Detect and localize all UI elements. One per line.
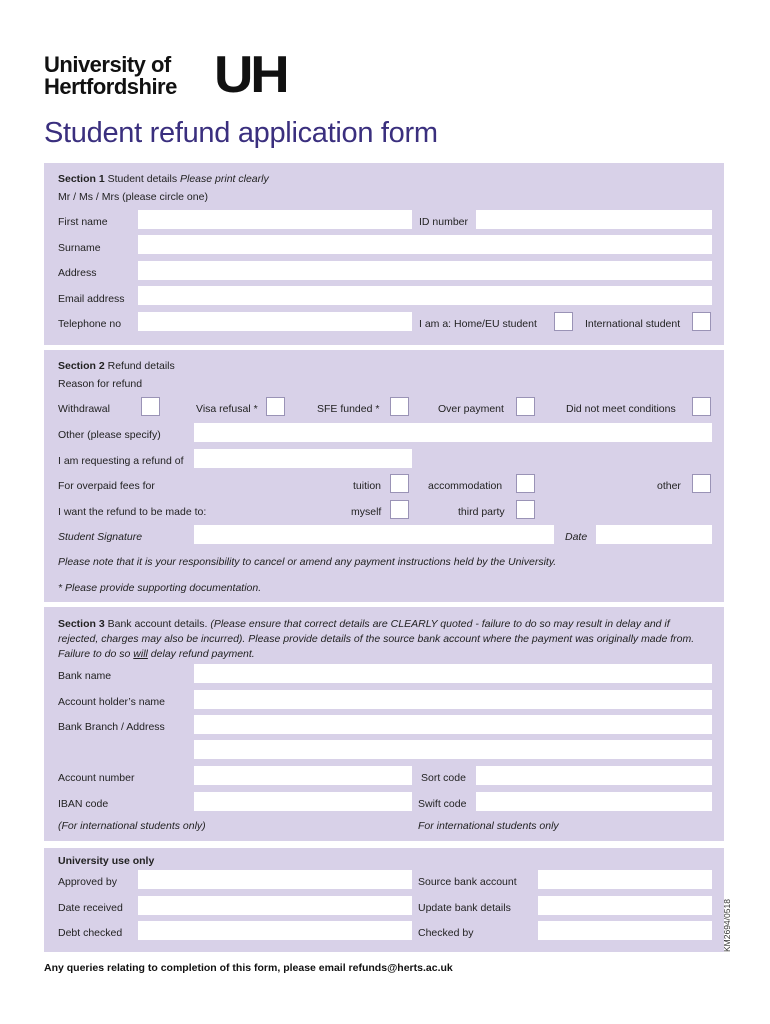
sort-code-field[interactable] — [476, 766, 712, 785]
page-title: Student refund application form — [44, 117, 438, 149]
bank-branch-label: Bank Branch / Address — [58, 721, 165, 733]
over-payment-label: Over payment — [438, 403, 504, 415]
debt-checked-label: Debt checked — [58, 927, 123, 939]
approved-by-label: Approved by — [58, 876, 117, 888]
university-use-heading: University use only — [58, 855, 155, 867]
date-received-label: Date received — [58, 902, 123, 914]
address-label: Address — [58, 267, 97, 279]
bank-name-label: Bank name — [58, 670, 112, 682]
source-bank-label: Source bank account — [418, 876, 517, 888]
myself-checkbox[interactable] — [390, 500, 409, 519]
student-type-label: I am a: Home/EU student — [419, 318, 537, 330]
home-eu-checkbox[interactable] — [554, 312, 573, 331]
date-received-field[interactable] — [138, 896, 412, 915]
email-field[interactable] — [138, 286, 712, 305]
accommodation-label: accommodation — [428, 480, 503, 492]
other-fees-label: other — [657, 480, 681, 492]
university-logo-text — [44, 54, 177, 98]
logo-line-2: Hertfordshire — [44, 74, 177, 99]
section-1-heading: Section 1 Student details Please print clearly — [58, 173, 269, 185]
telephone-label: Telephone no — [58, 318, 122, 330]
supporting-docs-note: * Please provide supporting documentation. — [58, 582, 262, 594]
form-code: KM2694/0518 — [722, 899, 732, 952]
signature-field[interactable] — [194, 525, 554, 544]
bank-name-field[interactable] — [194, 664, 712, 683]
account-holder-field[interactable] — [194, 690, 712, 709]
account-holder-label: Account holder’s name — [58, 696, 166, 708]
third-party-checkbox[interactable] — [516, 500, 535, 519]
checked-by-label: Checked by — [418, 927, 474, 939]
date-label: Date — [565, 531, 588, 543]
other-specify-label: Other (please specify) — [58, 429, 161, 441]
withdrawal-checkbox[interactable] — [141, 397, 160, 416]
update-bank-label: Update bank details — [418, 902, 511, 914]
refund-amount-label: I am requesting a refund of — [58, 455, 184, 467]
did-not-meet-checkbox[interactable] — [692, 397, 711, 416]
account-number-field[interactable] — [194, 766, 412, 785]
responsibility-note: Please note that it is your responsibility to cancel or amend any payment instructions held by the University. — [58, 556, 557, 568]
uh-logo-mark: UH — [214, 46, 287, 104]
checked-by-field[interactable] — [538, 921, 712, 940]
visa-refusal-checkbox[interactable] — [266, 397, 285, 416]
international-label: International student — [585, 318, 681, 330]
tuition-checkbox[interactable] — [390, 474, 409, 493]
section-3-heading: Section 3 Bank account details. (Please ensure that correct details are CLEARLY quoted - failure to do so may result in delay and if rejected, charges may also be incurred). Please provide details of the source bank account where the payment was originally made from. Failure to do so will delay refund payment. — [58, 618, 695, 660]
bank-branch-field[interactable] — [194, 715, 712, 734]
id-number-label: ID number — [419, 216, 469, 228]
account-number-label: Account number — [58, 772, 135, 784]
overpaid-fees-label: For overpaid fees for — [58, 480, 155, 492]
withdrawal-label: Withdrawal — [58, 403, 110, 415]
international-checkbox[interactable] — [692, 312, 711, 331]
refund-to-label: I want the refund to be made to: — [58, 506, 207, 518]
other-specify-field[interactable] — [194, 423, 712, 442]
source-bank-field[interactable] — [538, 870, 712, 889]
bank-address-field[interactable] — [194, 740, 712, 759]
footer-queries: Any queries relating to completion of this form, please email refunds@herts.ac.uk — [44, 962, 453, 974]
telephone-field[interactable] — [138, 312, 412, 331]
section-2-heading: Section 2 Refund details — [58, 360, 175, 372]
sfe-funded-label: SFE funded * — [317, 403, 380, 415]
swift-intl-note: For international students only — [418, 820, 559, 832]
signature-label: Student Signature — [58, 531, 143, 543]
over-payment-checkbox[interactable] — [516, 397, 535, 416]
refund-amount-field[interactable] — [194, 449, 412, 468]
debt-checked-field[interactable] — [138, 921, 412, 940]
address-field[interactable] — [138, 261, 712, 280]
iban-label: IBAN code — [58, 798, 109, 810]
visa-refusal-label: Visa refusal * — [196, 403, 258, 415]
first-name-label: First name — [58, 216, 108, 228]
id-number-field[interactable] — [476, 210, 712, 229]
honorific-label: Mr / Ms / Mrs (please circle one) — [58, 191, 208, 203]
logo-line-1: University of — [44, 52, 171, 77]
iban-intl-note: (For international students only) — [58, 820, 206, 832]
reason-label: Reason for refund — [58, 378, 143, 390]
first-name-field[interactable] — [138, 210, 412, 229]
update-bank-field[interactable] — [538, 896, 712, 915]
approved-by-field[interactable] — [138, 870, 412, 889]
other-fees-checkbox[interactable] — [692, 474, 711, 493]
swift-label: Swift code — [418, 798, 467, 810]
iban-field[interactable] — [194, 792, 412, 811]
surname-field[interactable] — [138, 235, 712, 254]
third-party-label: third party — [458, 506, 505, 518]
surname-label: Surname — [58, 242, 101, 254]
swift-field[interactable] — [476, 792, 712, 811]
accommodation-checkbox[interactable] — [516, 474, 535, 493]
tuition-label: tuition — [353, 480, 382, 492]
signature-date-field[interactable] — [596, 525, 712, 544]
myself-label: myself — [351, 506, 382, 518]
sfe-funded-checkbox[interactable] — [390, 397, 409, 416]
did-not-meet-label: Did not meet conditions — [566, 403, 676, 415]
email-label: Email address — [58, 293, 125, 305]
sort-code-label: Sort code — [421, 772, 466, 784]
